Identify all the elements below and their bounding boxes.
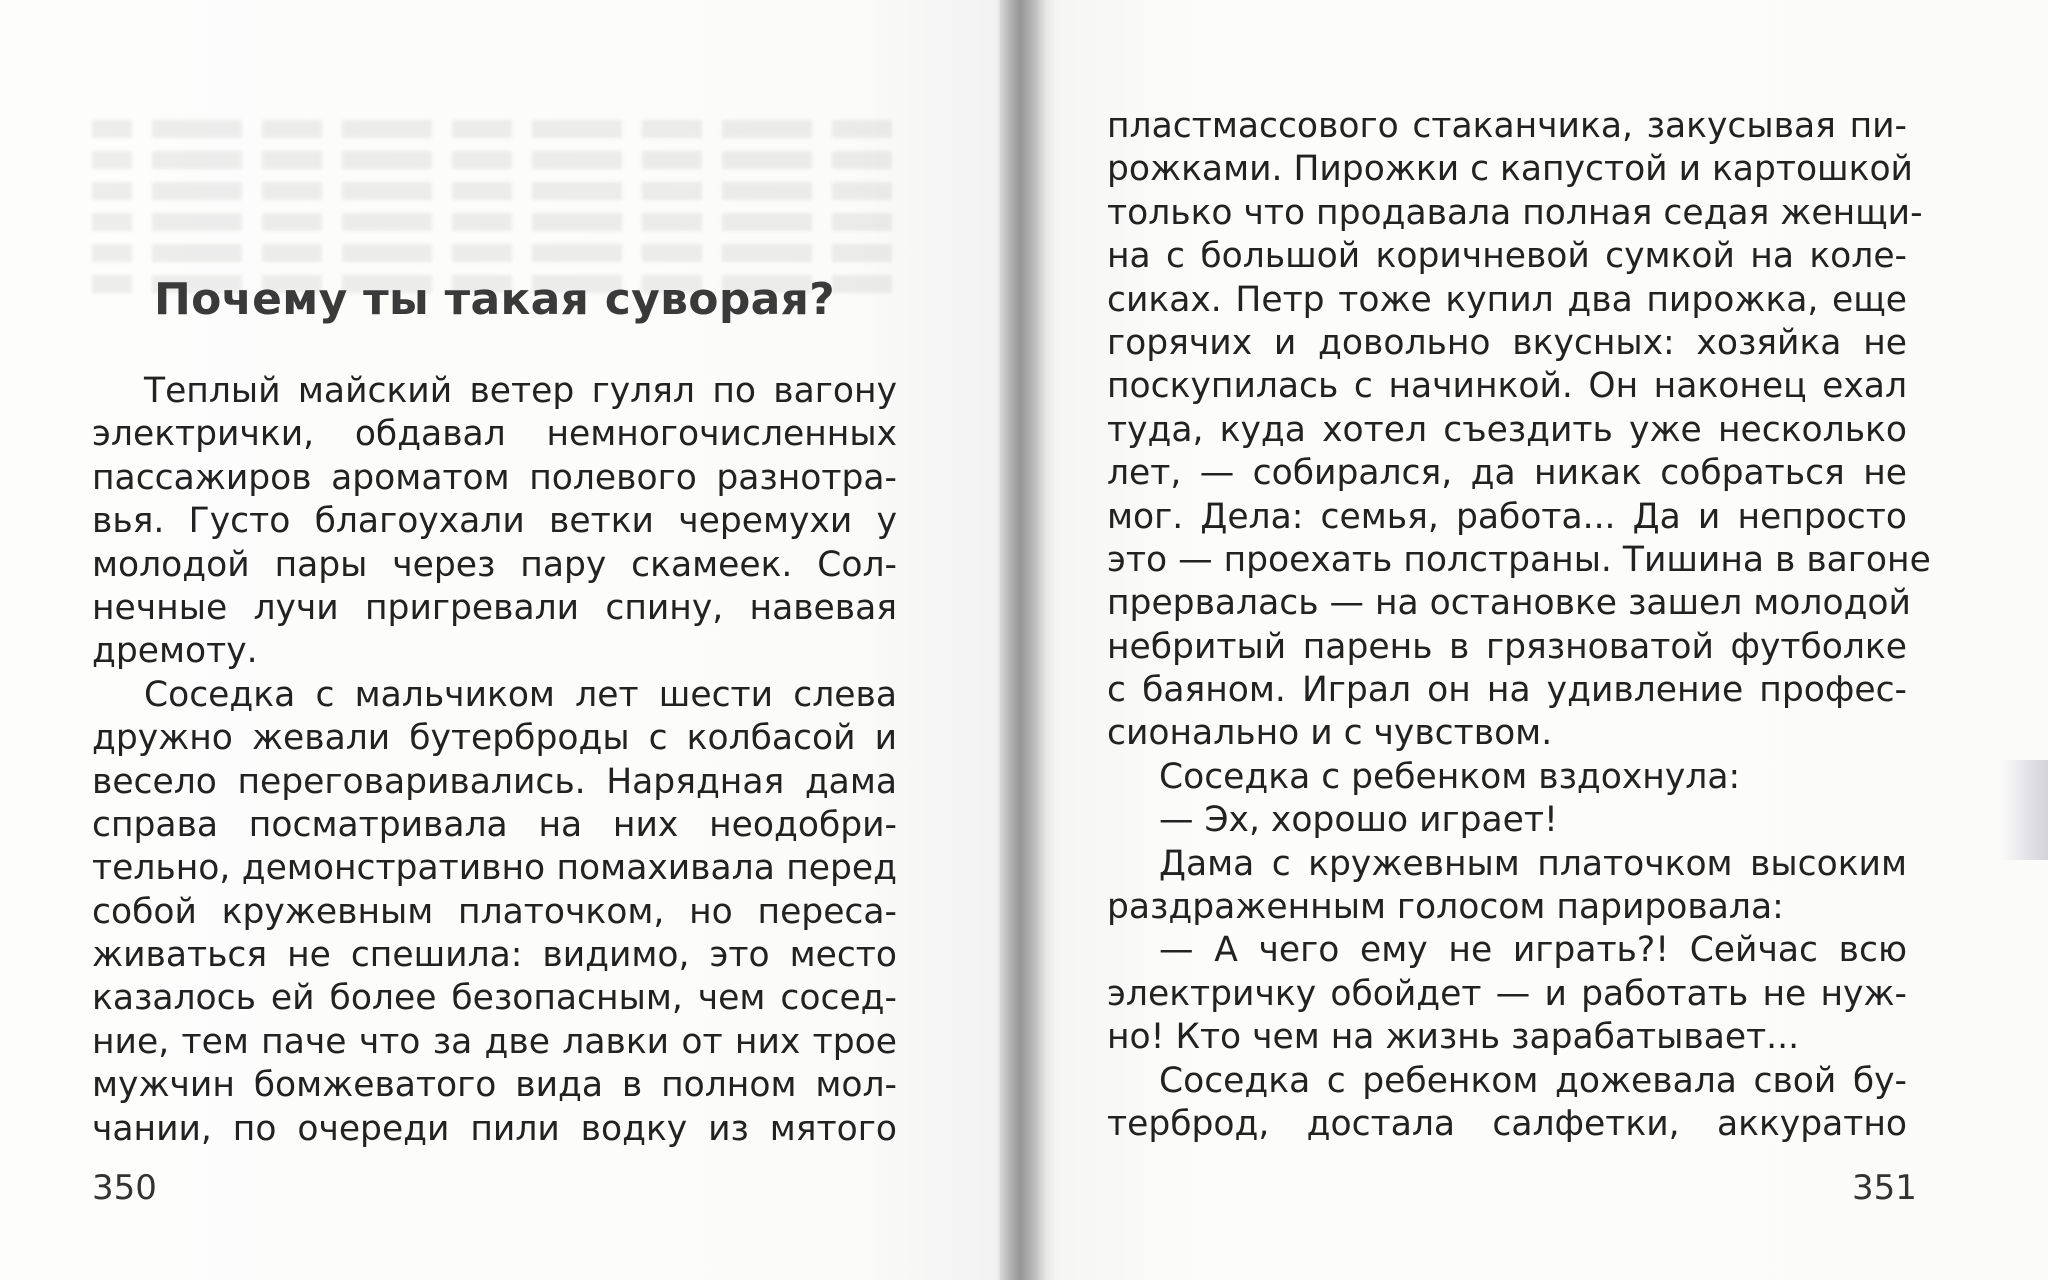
text-line: раздраженным голосом парировала:	[1107, 887, 1784, 928]
text-line: молодой пары через пару скамеек. Сол-	[92, 544, 897, 585]
page-number-right: 351	[1852, 1168, 1917, 1208]
text-line: справа посматривала на них неодобри-	[92, 804, 897, 845]
text-line: рожками. Пирожки с капустой и картошкой	[1107, 149, 1913, 190]
book-gutter	[996, 0, 1056, 1280]
page-number-left: 350	[92, 1168, 157, 1208]
text-line: вья. Густо благоухали ветки черемухи у	[92, 501, 897, 542]
text-line: небритый парень в грязноватой футболке	[1107, 626, 1907, 667]
page-edge-shadow	[2000, 760, 2048, 860]
right-page-lines	[1107, 105, 1931, 1146]
text-line: Соседка с ребенком дожевала свой бу-	[1159, 1060, 1907, 1101]
text-line: дремоту.	[92, 631, 258, 672]
text-line: живаться не спешила: видимо, это место	[92, 935, 897, 976]
text-line: Соседка с ребенком вздохнула:	[1159, 756, 1741, 797]
text-line: ние, тем паче что за две лавки от них трое	[92, 1021, 897, 1062]
text-line: — Эх, хорошо играет!	[1159, 800, 1558, 841]
text-line: пассажиров ароматом полевого разнотра-	[92, 457, 897, 498]
left-page-lines	[92, 370, 897, 1151]
text-line: — А чего ему не играть?! Сейчас всю	[1159, 930, 1907, 971]
left-page-body	[92, 370, 897, 1151]
text-line: казалось ей более безопасным, чем сосед-	[92, 978, 897, 1019]
chapter-title: Почему ты такая суворая?	[154, 274, 835, 325]
text-line: это — проехать полстраны. Тишина в вагоне	[1107, 539, 1931, 580]
text-line: на с большой коричневой сумкой на коле-	[1107, 236, 1907, 277]
text-line: весело переговаривались. Нарядная дама	[92, 761, 897, 802]
text-line: чании, по очереди пили водку из мятого	[92, 1108, 897, 1149]
text-line: Дама с кружевным платочком высоким	[1159, 843, 1907, 884]
text-line: Теплый майский ветер гулял по вагону	[144, 371, 897, 411]
text-line: тельно, демонстративно помахивала перед	[92, 848, 897, 889]
text-line: но! Кто чем на жизнь зарабатывает...	[1107, 1017, 1800, 1058]
text-line: электричку обойдет — и работать не нуж-	[1107, 973, 1907, 1014]
text-line: горячих и довольно вкусных: хозяйка не	[1107, 322, 1907, 363]
text-line: прервалась — на остановке зашел молодой	[1107, 583, 1911, 624]
text-line: Соседка с мальчиком лет шести слева	[144, 674, 897, 715]
text-line: туда, куда хотел съездить уже несколько	[1107, 409, 1907, 450]
text-line: собой кружевным платочком, но переса-	[92, 891, 897, 932]
text-line: сиках. Петр тоже купил два пирожка, еще	[1107, 279, 1907, 320]
text-line: мог. Дела: семья, работа... Да и непросто	[1107, 496, 1907, 537]
text-line: сионально и с чувством.	[1107, 713, 1553, 754]
text-line: лет, — собирался, да никак собраться не	[1107, 453, 1907, 494]
text-line: пластмассового стаканчика, закусывая пи-	[1107, 106, 1907, 146]
text-line: мужчин бомжеватого вида в полном мол-	[92, 1065, 897, 1106]
text-line: только что продавала полная седая женщи-	[1107, 192, 1923, 233]
text-line: нечные лучи пригревали спину, навевая	[92, 587, 897, 628]
show-through-text	[92, 108, 892, 388]
text-line: с баяном. Играл он на удивление профес-	[1107, 670, 1907, 711]
text-line: электрички, обдавал немногочисленных	[92, 414, 897, 455]
text-line: поскупилась с начинкой. Он наконец ехал	[1107, 366, 1907, 407]
text-line: терброд, достала салфетки, аккуратно	[1107, 1103, 1907, 1144]
text-line: дружно жевали бутерброды с колбасой и	[92, 718, 897, 759]
right-page-body	[1107, 105, 1931, 1146]
